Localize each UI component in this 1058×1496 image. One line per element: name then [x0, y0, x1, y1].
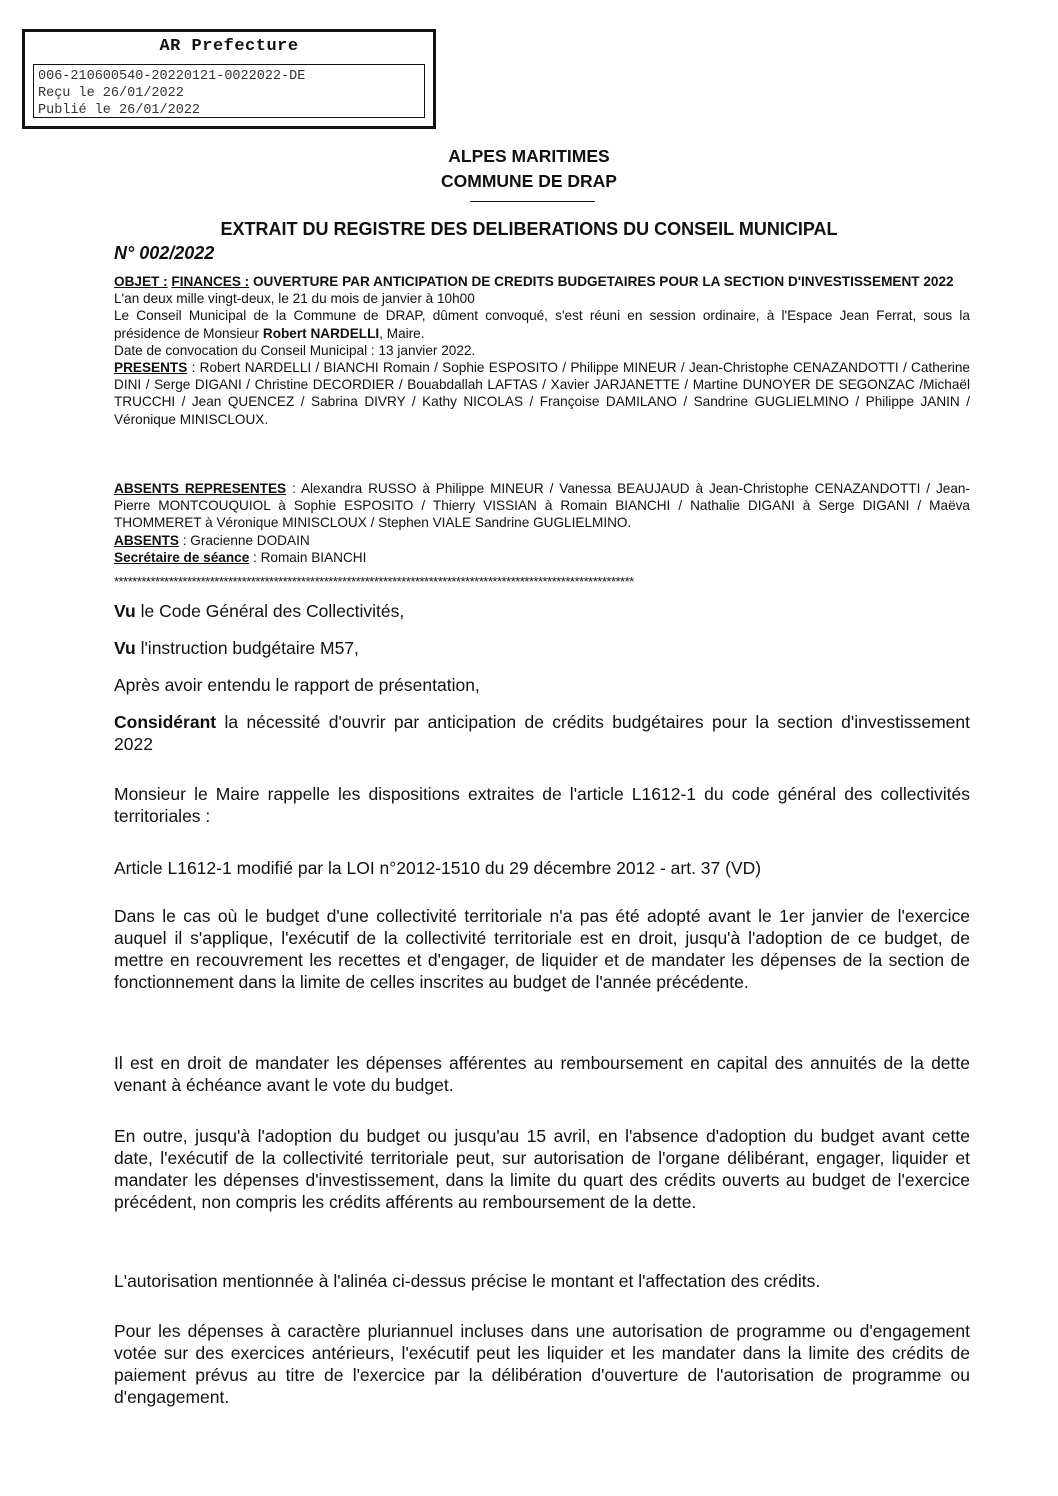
stamp-published-date: Publié le 26/01/2022 [38, 103, 201, 118]
stamp-details [33, 64, 425, 118]
absents-line [114, 532, 970, 549]
apres-line: Après avoir entendu le rapport de présentation, [114, 675, 480, 695]
session-line [114, 307, 970, 341]
vu-instruction [114, 637, 970, 659]
objet-category: FINANCES : [171, 274, 250, 289]
paragraph-2: Il est en droit de mandater les dépenses afférentes au remboursement en capital des annuités de la dette venant à échéance avant le vote du budget. [114, 1053, 970, 1095]
rappel-paragraph: Monsieur le Maire rappelle les dispositions extraites de l'article L1612-1 du code général des collectivités territoriales : [114, 784, 970, 826]
ar-prefecture-stamp [22, 29, 436, 129]
vu-instruction-text: l'instruction budgétaire M57, [135, 638, 359, 658]
absents-text: : Gracienne DODAIN [178, 532, 310, 548]
department-title: ALPES MARITIMES [448, 146, 610, 166]
stamp-title: AR Prefecture [159, 37, 299, 56]
paragraph-4: L'autorisation mentionnée à l'alinéa ci-dessus précise le montant et l'affectation des crédits. [114, 1271, 821, 1291]
paragraph-5: Pour les dépenses à caractère pluriannuel incluses dans une autorisation de programme ou d'engagement votée sur des exercices antérieurs, l'exécutif peut les liquider et les mandater dans la limite des crédits de paiement prévus au titre de l'exercice par la délibération d'ouverture de l'autorisation de programme ou d'engagement. [114, 1321, 970, 1407]
stamp-reference: 006-210600540-20220121-0022022-DE [38, 69, 306, 84]
absents-representes-text: : Alexandra RUSSO à Philippe MINEUR / Vanessa BEAUJAUD à Jean-Christophe CENAZANDOTTI / Jean-Pierre MONTCOUQUIOL à Sophie ESPOSITO / Thierry VISSIAN à Romain BIANCHI / Nathalie DIGANI à Serge DIGANI / Maëva THOMMERET à Véronique MINISCLOUX / Stephen VIALE Sandrine GUGLIELMINO. [114, 481, 970, 531]
vu-code-text: le Code Général des Collectivités, [135, 601, 405, 621]
secretaire-line [114, 549, 970, 566]
absents-label: ABSENTS [114, 532, 179, 548]
document-title: EXTRAIT DU REGISTRE DES DELIBERATIONS DU CONSEIL MUNICIPAL [220, 219, 838, 239]
presents-text: : Robert NARDELLI / BIANCHI Romain / Sophie ESPOSITO / Philippe MINEUR / Jean-Christophe CENAZANDOTTI / Catherine DINI / Serge DIGANI / Christine DECORDIER / Bouabdallah LAFTAS / Xavier JARJANETTE / Martine DUNOYER DE SEGONZAC /Michaël TRUCCHI / Jean QUENCEZ / Sabrina DIVRY / Kathy NICOLAS / Françoise DAMILANO / Sandrine GUGLIELMINO / Philippe JANIN / Véronique MINISCLOUX. [114, 360, 970, 427]
paragraph-1: Dans le cas où le budget d'une collectivité territoriale n'a pas été adopté avant le 1er janvier de l'exercice auquel il s'applique, l'exécutif de la collectivité territoriale est en droit, jusqu'à l'adoption de ce budget, de mettre en recouvrement les recettes et d'engager, de liquider et de mandater les dépenses de la section de fonctionnement dans la limite de celles inscrites au budget de l'année précédente. [114, 906, 970, 992]
session-end: , Maire. [379, 325, 425, 341]
preamble [114, 273, 970, 428]
presents-label: PRESENTS [114, 360, 188, 376]
presents-line [114, 359, 970, 428]
date-line: L'an deux mille vingt-deux, le 21 du mois de janvier à 10h00 [114, 291, 475, 307]
objet-label: OBJET : [114, 274, 168, 289]
stamp-received-date: Reçu le 26/01/2022 [38, 86, 184, 101]
considerant-text: la nécessité d'ouvrir par anticipation de crédits budgétaires pour la section d'investissement 2022 [114, 712, 970, 754]
session-text: Le Conseil Municipal de la Commune de DRAP, dûment convoqué, s'est réuni en session ordinaire, à l'Espace Jean Ferrat, sous la présidence de Monsieur [114, 308, 970, 341]
absents-representes-label: ABSENTS REPRESENTES [114, 481, 287, 496]
convocation-line: Date de convocation du Conseil Municipal : 13 janvier 2022. [114, 342, 476, 358]
header-divider [470, 201, 595, 202]
separator-line: ****************************************************************************************************************** [114, 574, 634, 589]
commune-title: COMMUNE DE DRAP [441, 171, 617, 191]
absences [114, 480, 970, 566]
secretaire-text: : Romain BIANCHI [249, 549, 367, 565]
session-president: Robert NARDELLI [262, 325, 380, 341]
objet-line [114, 273, 970, 290]
secretaire-label: Secrétaire de séance [114, 549, 250, 565]
vu-code-bold: Vu [114, 601, 136, 621]
vu-code [114, 600, 970, 622]
vu-instruction-bold: Vu [114, 638, 136, 658]
considerant [114, 711, 970, 755]
considerant-bold: Considérant [114, 712, 217, 732]
absents-representes-line [114, 480, 970, 532]
deliberation-number: N° 002/2022 [114, 243, 215, 263]
paragraph-3: En outre, jusqu'à l'adoption du budget ou jusqu'au 15 avril, en l'absence d'adoption du budget avant cette date, l'exécutif de la collectivité territoriale peut, sur autorisation de l'organe délibérant, engager, liquider et mandater les dépenses d'investissement, dans la limite du quart des crédits ouverts au budget de l'exercice précédent, non compris les crédits afférents au remboursement de la dette. [114, 1126, 970, 1212]
objet-text: OUVERTURE PAR ANTICIPATION DE CREDITS BUDGETAIRES POUR LA SECTION D'INVESTISSEMENT 2022 [249, 274, 954, 289]
article-reference: Article L1612-1 modifié par la LOI n°2012-1510 du 29 décembre 2012 - art. 37 (VD) [114, 858, 762, 878]
